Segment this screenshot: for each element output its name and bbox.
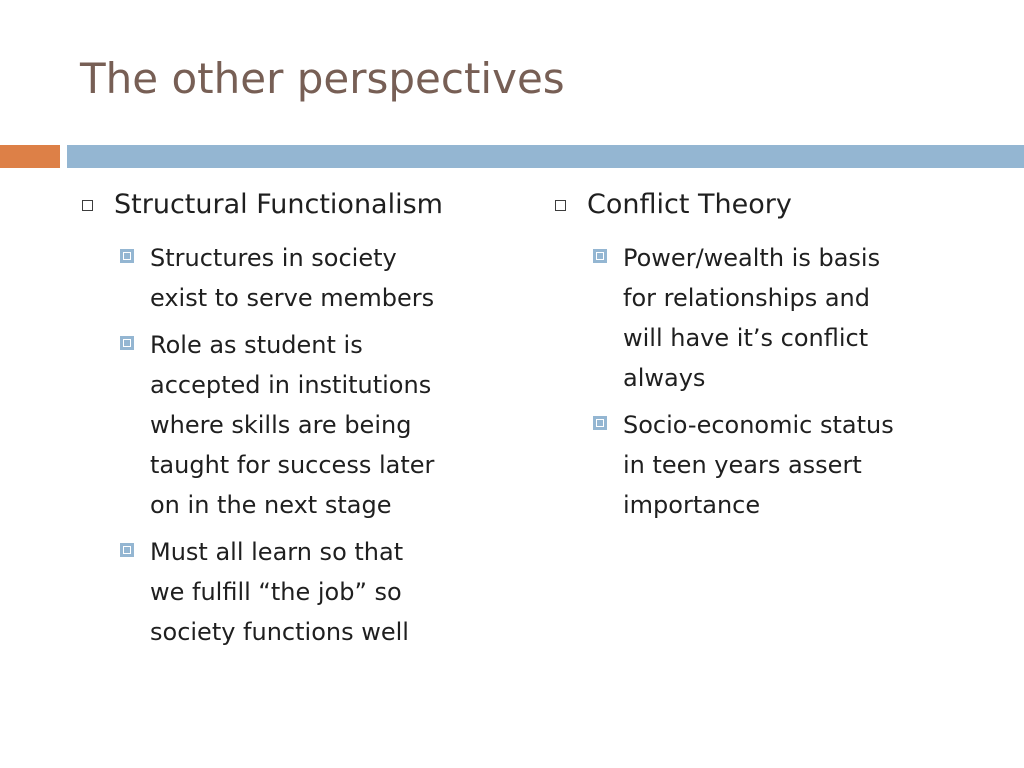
sub-bullet-item (120, 325, 512, 525)
column-conflict-theory (555, 186, 985, 532)
column-heading: Structural Functionalism (114, 189, 443, 220)
hollow-square-icon (555, 200, 566, 211)
accent-bar-orange (0, 145, 60, 168)
sub-bullet-text: Socio-economic status in teen years assert importance (623, 411, 894, 519)
sub-bullet-text: Structures in society exist to serve members (150, 244, 435, 312)
bullet-level1 (555, 186, 985, 224)
sub-bullet-text: Must all learn so that we fulfill “the job” so society functions well (150, 538, 409, 646)
sub-bullet-text: Power/wealth is basis for relationships and will have it’s conflict always (623, 244, 881, 392)
hollow-square-icon (82, 200, 93, 211)
slide-title: The other perspectives (80, 54, 565, 103)
bullet-level1 (82, 186, 512, 224)
accent-bar-blue (67, 145, 1024, 168)
sub-bullet-list (555, 238, 985, 525)
sub-bullet-list (82, 238, 512, 652)
sub-bullet-text: Role as student is accepted in institutions where skills are being taught for success later on in the next stage (150, 331, 435, 519)
filled-square-bullet-icon (120, 543, 134, 557)
sub-bullet-item (593, 238, 985, 398)
column-heading: Conflict Theory (587, 189, 792, 220)
filled-square-bullet-icon (120, 249, 134, 263)
sub-bullet-item (120, 532, 512, 652)
filled-square-bullet-icon (593, 249, 607, 263)
filled-square-bullet-icon (593, 416, 607, 430)
filled-square-bullet-icon (120, 336, 134, 350)
sub-bullet-item (593, 405, 985, 525)
sub-bullet-item (120, 238, 512, 318)
column-structural-functionalism (82, 186, 512, 659)
